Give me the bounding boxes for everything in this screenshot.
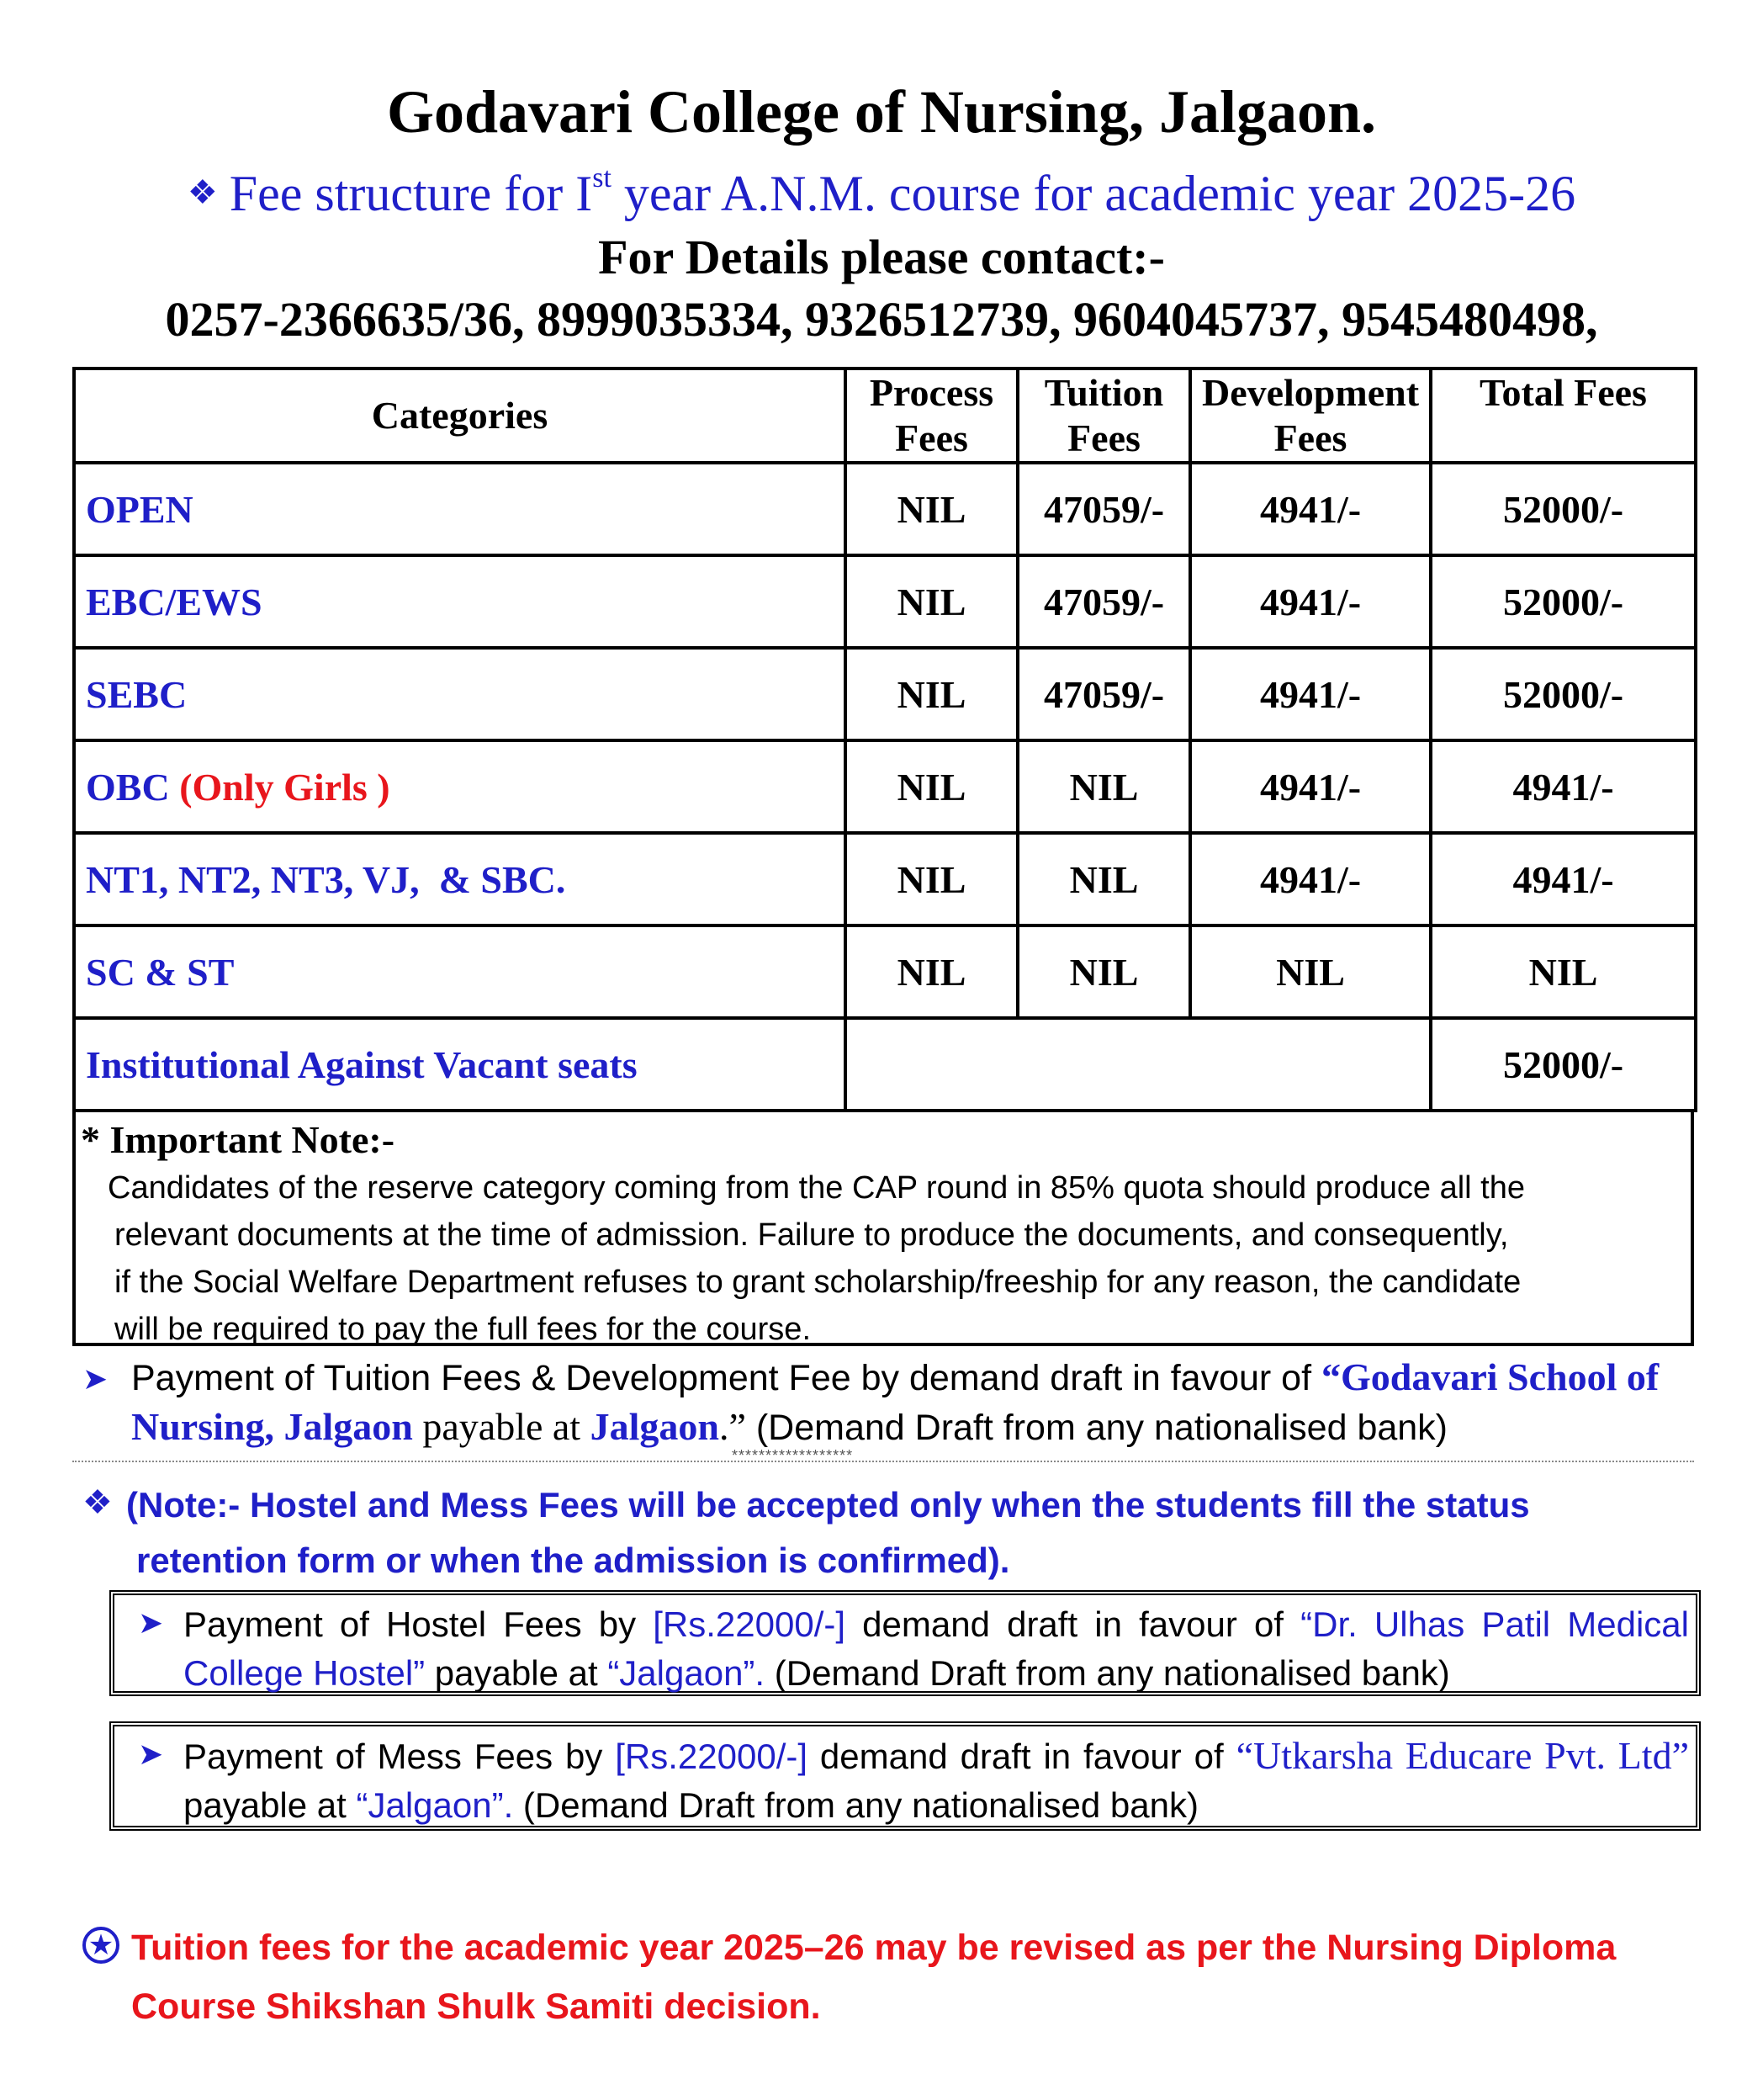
contact-numbers: 0257-2366635/36, 8999035334, 9326512739, 9604045737, 9545480498, <box>165 292 1598 347</box>
note-line: if the Social Welfare Department refuses to grant scholarship/freeship for any reason, the candidate <box>114 1265 1522 1300</box>
fee-table <box>72 367 1697 1112</box>
dotted-divider <box>72 1461 1694 1462</box>
process-fee-cell: NIL <box>845 555 1018 648</box>
table-row <box>74 833 1696 925</box>
process-fee-cell: NIL <box>845 648 1018 740</box>
hostel-note-line: (Note:- Hostel and Mess Fees will be accepted only when the students fill the status <box>126 1485 1530 1525</box>
category-note: (Only Girls ) <box>179 765 390 809</box>
note-line: Candidates of the reserve category coming from the CAP round in 85% quota should produce all the <box>108 1170 1525 1206</box>
payment-text: Payment of Tuition Fees & Development Fee by demand draft in favour of <box>131 1358 1321 1398</box>
subtitle-text-post: year A.N.M. course for academic year 2025-26 <box>611 166 1576 221</box>
total-fee-cell: NIL <box>1431 925 1696 1018</box>
development-fee-cell: NIL <box>1190 925 1431 1018</box>
payment-text: payable at <box>183 1785 357 1825</box>
table-row <box>74 463 1696 555</box>
payee-name: “Utkarsha Educare Pvt. Ltd” <box>1236 1734 1689 1777</box>
payment-text: Payment of Mess Fees by <box>183 1737 616 1776</box>
development-fee-cell: 4941/- <box>1190 463 1431 555</box>
category-cell: Institutional Against Vacant seats <box>74 1018 845 1111</box>
process-fee-cell: NIL <box>845 463 1018 555</box>
development-fee-cell: 4941/- <box>1190 740 1431 833</box>
table-row <box>74 925 1696 1018</box>
note-line: relevant documents at the time of admission. Failure to produce the documents, and consequently, <box>114 1217 1509 1253</box>
header-development-fees <box>1190 369 1431 463</box>
category-cell: SEBC <box>74 648 845 740</box>
page-title: Godavari College of Nursing, Jalgaon. <box>386 78 1376 146</box>
header-process-fees <box>845 369 1018 463</box>
header-total-fees: Total Fees <box>1431 369 1696 463</box>
tuition-fee-cell: NIL <box>1018 833 1190 925</box>
mess-payment-text <box>183 1731 1689 1830</box>
payment-text: (Demand Draft from any nationalised bank) <box>745 1408 1448 1448</box>
payee-name: “Dr. Ulhas Patil Medical College Hostel” <box>183 1604 1689 1693</box>
payment-text: payable at <box>425 1653 608 1693</box>
mess-payment-box <box>109 1721 1701 1831</box>
category-cell: EBC/EWS <box>74 555 845 648</box>
header-process-line1: Process <box>869 371 994 414</box>
total-fee-cell: 52000/- <box>1431 1018 1696 1111</box>
subtitle-superscript: st <box>592 162 611 194</box>
table-row <box>74 555 1696 648</box>
contact-heading: For Details please contact:- <box>598 230 1165 284</box>
header-process-line2: Fees <box>895 416 968 459</box>
total-fee-cell: 4941/- <box>1431 833 1696 925</box>
hostel-note-line: retention form or when the admission is confirmed). <box>136 1541 1010 1580</box>
fee-structure-subtitle <box>0 162 1763 223</box>
payment-text: demand draft in favour of <box>807 1737 1236 1776</box>
header-development-line1: Development <box>1201 371 1420 414</box>
total-fee-cell: 52000/- <box>1431 463 1696 555</box>
payment-text: (Demand Draft from any nationalised bank) <box>765 1653 1450 1693</box>
arrow-bullet-icon: ➤ <box>138 1737 164 1771</box>
revision-note-line: Course Shikshan Shulk Samiti decision. <box>131 1986 821 2027</box>
arrow-bullet-icon: ➤ <box>138 1606 164 1640</box>
tuition-fee-cell: 47059/- <box>1018 463 1190 555</box>
process-fee-cell: NIL <box>845 740 1018 833</box>
hostel-mess-note <box>126 1477 1691 1588</box>
payable-place: “Jalgaon”. <box>607 1653 765 1693</box>
empty-merged-cell <box>845 1018 1431 1111</box>
table-row <box>74 648 1696 740</box>
payable-place: “Jalgaon”. <box>356 1785 514 1825</box>
arrow-bullet-icon: ➤ <box>82 1362 109 1396</box>
tuition-payment-instruction <box>131 1353 1694 1452</box>
payment-text: demand draft in favour of <box>845 1604 1301 1644</box>
category-label: OBC <box>86 765 170 809</box>
category-cell: NT1, NT2, NT3, VJ, & SBC. <box>74 833 845 925</box>
payment-amount: [Rs.22000/-] <box>653 1604 846 1644</box>
important-note-body <box>108 1164 1689 1353</box>
payable-place: Jalgaon <box>590 1405 719 1448</box>
category-cell <box>74 740 845 833</box>
header-tuition-line2: Fees <box>1067 416 1141 459</box>
tuition-fee-cell: 47059/- <box>1018 555 1190 648</box>
hostel-payment-text <box>183 1600 1689 1698</box>
note-line: will be required to pay the full fees for the course. <box>114 1312 812 1347</box>
total-fee-cell: 52000/- <box>1431 555 1696 648</box>
fee-revision-note <box>131 1918 1696 2036</box>
table-row <box>74 740 1696 833</box>
header-tuition-fees <box>1018 369 1190 463</box>
table-header-row <box>74 369 1696 463</box>
header-categories: Categories <box>74 369 845 463</box>
star-circle-icon: ★ <box>82 1927 119 1964</box>
divider-stars: ****************** <box>732 1447 854 1464</box>
revision-note-line: Tuition fees for the academic year 2025–26 may be revised as per the Nursing Diploma <box>131 1928 1617 1968</box>
tuition-fee-cell: NIL <box>1018 925 1190 1018</box>
header-tuition-line1: Tuition <box>1044 371 1164 414</box>
hostel-payment-box <box>109 1590 1701 1696</box>
tuition-fee-cell: NIL <box>1018 740 1190 833</box>
category-cell: SC & ST <box>74 925 845 1018</box>
process-fee-cell: NIL <box>845 925 1018 1018</box>
development-fee-cell: 4941/- <box>1190 648 1431 740</box>
subtitle-text-pre: Fee structure for I <box>229 166 593 221</box>
category-cell: OPEN <box>74 463 845 555</box>
total-fee-cell: 52000/- <box>1431 648 1696 740</box>
payment-text: payable at <box>412 1405 590 1448</box>
tuition-fee-cell: 47059/- <box>1018 648 1190 740</box>
process-fee-cell: NIL <box>845 833 1018 925</box>
table-row-institutional <box>74 1018 1696 1111</box>
diamond-bullet-icon: ❖ <box>187 173 218 211</box>
payee-name: “Godavari School of Nursing, Jalgaon <box>131 1355 1660 1448</box>
payment-text: Payment of Hostel Fees by <box>183 1604 654 1644</box>
development-fee-cell: 4941/- <box>1190 833 1431 925</box>
important-note-heading: * Important Note:- <box>81 1118 395 1161</box>
payment-amount: [Rs.22000/-] <box>615 1737 808 1776</box>
diamond-bullet-icon: ❖ <box>82 1483 113 1521</box>
total-fee-cell: 4941/- <box>1431 740 1696 833</box>
payment-text: (Demand Draft from any nationalised bank) <box>513 1785 1199 1825</box>
header-development-line2: Fees <box>1273 416 1347 459</box>
payment-text: .” <box>718 1405 746 1448</box>
development-fee-cell: 4941/- <box>1190 555 1431 648</box>
important-note-box <box>72 1112 1694 1346</box>
